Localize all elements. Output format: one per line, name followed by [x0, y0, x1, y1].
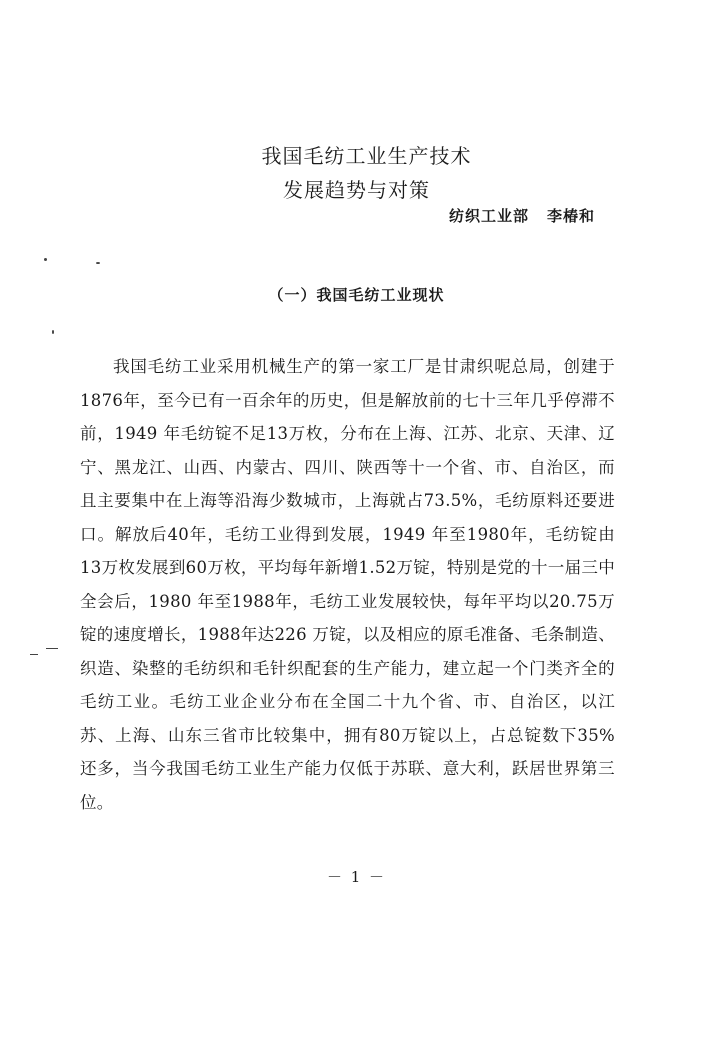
document-title-line-1: 我国毛纺工业生产技术 — [261, 144, 472, 168]
scan-speck — [46, 648, 58, 649]
page-number: － 1 － — [326, 868, 387, 886]
document-title-line-2: 发展趋势与对策 — [283, 178, 430, 202]
author-organization: 纺织工业部 — [448, 207, 529, 225]
scan-speck — [52, 330, 54, 334]
scan-speck — [44, 258, 47, 261]
scan-speck — [30, 654, 38, 655]
author-line — [449, 205, 595, 226]
scan-speck — [96, 262, 100, 264]
section-heading: （一）我国毛纺工业现状 — [268, 286, 445, 304]
body-paragraph: 我国毛纺工业采用机械生产的第一家工厂是甘肃织呢总局，创建于1876年，至今已有一百余年的历史，但是解放前的七十三年几乎停滞不前，1949 年毛纺锭不足13万枚，分布在上海、江苏、北京、天津、辽宁、黑龙江、山西、内蒙古、四川、陕西等十一个省、市、自治区，而且主要集中在上海等沿海少数城市，上海就占73.5%，毛纺原料还要进口。解放后40年，毛纺工业得到发展，1949 年至1980年，毛纺锭由13万枚发展到60万枚，平均每年新增1.52万锭，特别是党的十一届三中全会后，1980 年至1988年，毛纺工业发展较快，每年平均以20.75万锭的速度增长，1988年达226 万锭，以及相应的原毛准备、毛条制造、织造、染整的毛纺织和毛针织配套的生产能力，建立起一个门类齐全的毛纺工业。毛纺工业企业分布在全国二十九个省、市、自治区，以江苏、上海、山东三省市比较集中，拥有80万锭以上，占总锭数下35% 还多，当今我国毛纺工业生产能力仅低于苏联、意大利，跃居世界第三位。 — [80, 357, 615, 812]
author-name: 李椿和 — [546, 207, 595, 225]
